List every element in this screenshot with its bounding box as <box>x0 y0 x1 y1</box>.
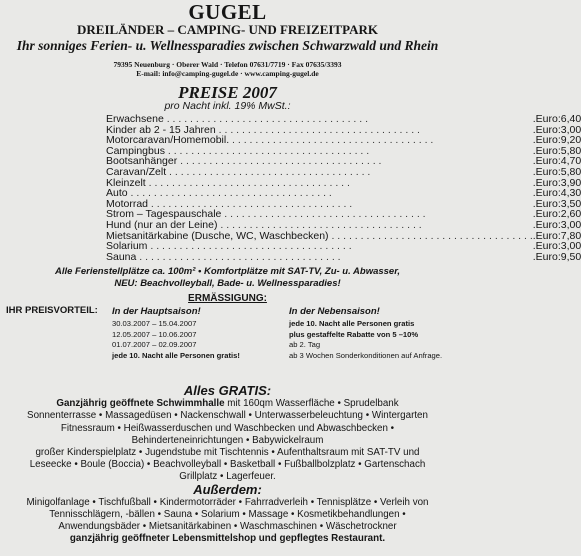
price-amount: 4,70 <box>560 155 581 168</box>
ferien-line: Alle Ferienstellplätze ca. 100m² • Komfortplätze mit SAT-TV, Zu- u. Abwasser, <box>54 266 401 278</box>
price-currency: .Euro: <box>532 187 561 200</box>
discount-section <box>4 305 451 383</box>
main-season-column <box>112 305 277 361</box>
main-season-date: 30.03.2007 – 15.04.2007 <box>112 319 197 329</box>
price-amount: 4,30 <box>560 187 581 200</box>
extras-line: ganzjährig geöffneter Lebensmittelshop und gepflegtes Restaurant. <box>69 533 386 545</box>
main-season-date: 01.07.2007 – 02.09.2007 <box>112 340 197 350</box>
free-line: Behinderteneinrichtungen • Babywickelraum <box>131 434 324 446</box>
price-currency: .Euro: <box>532 250 561 263</box>
price-currency: .Euro: <box>532 155 561 168</box>
price-amount: 5,80 <box>560 165 581 178</box>
page-title: GUGEL <box>188 0 267 24</box>
off-season-line: ab 3 Wochen Sonderkonditionen auf Anfrage. <box>289 350 443 360</box>
price-currency: .Euro: <box>532 113 561 125</box>
address-line: 79395 Neuenburg · Oberer Wald · Telefon 07631/7719 · Fax 07635/3393 <box>113 60 342 69</box>
price-label: Strom – Tagespauschale . . . . . . . . . . . . . . . . . . . . . . . . . . . . . . . . . . . <box>106 208 426 221</box>
main-season-date: 12.05.2007 – 10.06.2007 <box>112 329 197 339</box>
price-currency: .Euro: <box>532 229 561 242</box>
price-amount: 2,60 <box>560 208 581 221</box>
price-label: Erwachsene . . . . . . . . . . . . . . . . . . . . . . . . . . . . . . . . . . . <box>106 113 368 125</box>
free-heading: Alles GRATIS: <box>183 383 272 399</box>
price-amount: 3,00 <box>560 218 581 231</box>
price-amount: 6,40 <box>560 113 581 125</box>
price-label: Solarium . . . . . . . . . . . . . . . . . . . . . . . . . . . . . . . . . . . <box>106 240 352 253</box>
free-features <box>4 398 451 483</box>
price-label: Auto . . . . . . . . . . . . . . . . . . . . . . . . . . . . . . . . . . . <box>106 187 332 200</box>
pool-highlight: Ganzjährig geöffnete Schwimmhalle <box>56 398 225 410</box>
extras-features <box>4 497 451 545</box>
off-season-line: plus gestaffelte Rabatte von 5 –10% <box>289 329 419 339</box>
off-season-line: ab 2. Tag <box>289 340 321 350</box>
free-line: Sonnenterrasse • Massagedüsen • Nackenschwall • Unterwasserbeleuchtung • Wintergarten <box>27 410 428 422</box>
price-currency: .Euro: <box>532 144 561 157</box>
discount-heading: ERMÄSSIGUNG: <box>188 293 267 305</box>
free-line: Leseecke • Boule (Boccia) • Beachvolleyball • Basketball • Fußballbolzplatz • Gartenschach <box>29 458 426 470</box>
price-label: Kinder ab 2 - 15 Jahren . . . . . . . . . . . . . . . . . . . . . . . . . . . . . . . . . . . <box>106 123 420 136</box>
price-label: Mietsanitärkabine (Dusche, WC, Waschbecken) . . . . . . . . . . . . . . . . . . . . . . . . . . . . . . . . . . . <box>106 229 533 242</box>
price-row <box>106 252 581 263</box>
price-amount: 3,90 <box>560 176 581 189</box>
free-line: Grillplatz • Lagerfeuer. <box>179 470 276 482</box>
price-label: Sauna . . . . . . . . . . . . . . . . . . . . . . . . . . . . . . . . . . . <box>106 250 341 263</box>
free-line <box>4 398 451 410</box>
price-currency: .Euro: <box>532 240 561 253</box>
neu-line: NEU: Beachvolleyball, Bade- u. Wellnessparadies! <box>114 278 341 290</box>
contact-line[interactable]: E-mail: info@camping-gugel.de · www.camping-gugel.de <box>136 69 319 78</box>
pool-details: mit 160qm Wasserfläche • Sprudelbank <box>224 398 399 410</box>
price-label: Caravan/Zelt . . . . . . . . . . . . . . . . . . . . . . . . . . . . . . . . . . . <box>106 165 371 178</box>
main-season-heading: In der Hauptsaison! <box>112 306 201 318</box>
slogan: Ihr sonniges Ferien- u. Wellnessparadies zwischen Schwarzwald und Rhein <box>16 38 439 53</box>
extras-line: Anwendungsbäder • Mietsanitärkabinen • Waschmaschinen • Wäschetrockner <box>58 521 397 533</box>
price-amount: 9,50 <box>560 250 581 263</box>
price-currency: .Euro: <box>532 208 561 221</box>
price-currency: .Euro: <box>532 123 561 136</box>
prices-heading: PREISE 2007 <box>178 83 277 102</box>
price-label: Hund (nur an der Leine) . . . . . . . . . . . . . . . . . . . . . . . . . . . . . . . . . . . <box>106 218 422 231</box>
price-amount: 3,00 <box>560 123 581 136</box>
price-currency: .Euro: <box>532 134 561 147</box>
price-label: Motorcaravan/Homemobil. . . . . . . . . . . . . . . . . . . . . . . . . . . . . . . . . . . . <box>106 134 434 147</box>
price-label: Bootsanhänger . . . . . . . . . . . . . . . . . . . . . . . . . . . . . . . . . . . <box>106 155 382 168</box>
price-label: Kleinzelt . . . . . . . . . . . . . . . . . . . . . . . . . . . . . . . . . . . <box>106 176 350 189</box>
off-season-line: jede 10. Nacht alle Personen gratis <box>289 319 415 329</box>
park-subtitle: DREILÄNDER – CAMPING- UND FREIZEITPARK <box>77 22 378 37</box>
price-label: Motorrad . . . . . . . . . . . . . . . . . . . . . . . . . . . . . . . . . . . <box>106 197 353 210</box>
extras-heading: Außerdem: <box>193 481 262 497</box>
free-line: Fitnessraum • Heißwasserduschen und Waschbecken und Abwaschbecken • <box>60 422 395 434</box>
price-amount: 5,80 <box>560 144 581 157</box>
prices-subheading: pro Nacht inkl. 19% MwSt.: <box>164 100 291 112</box>
price-currency: .Euro: <box>532 176 561 189</box>
price-amount: 7,80 <box>560 229 581 242</box>
price-currency: .Euro: <box>532 218 561 231</box>
preisvorteil-label: IHR PREISVORTEIL: <box>6 305 98 317</box>
free-line: großer Kinderspielplatz • Jugendstube mit Tischtennis • Aufenthaltsraum mit SAT-TV und <box>35 446 420 458</box>
price-currency: .Euro: <box>532 165 561 178</box>
price-label: Campingbus . . . . . . . . . . . . . . . . . . . . . . . . . . . . . . . . . . . <box>106 144 370 157</box>
off-season-heading: In der Nebensaison! <box>289 306 380 318</box>
price-amount: 3,00 <box>560 240 581 253</box>
main-season-note: jede 10. Nacht alle Personen gratis! <box>112 350 240 360</box>
price-amount: 3,50 <box>560 197 581 210</box>
price-table <box>106 114 581 262</box>
price-amount: 9,20 <box>560 134 581 147</box>
extras-line: Minigolfanlage • Tischfußball • Kindermotorräder • Fahrradverleih • Tennisplätze • Verleih von <box>26 496 429 508</box>
price-currency: .Euro: <box>532 197 561 210</box>
off-season-column <box>289 305 459 361</box>
extras-line: Tennisschlägern, -bällen • Sauna • Solarium • Massage • Kosmetikbehandlungen • <box>49 509 406 521</box>
